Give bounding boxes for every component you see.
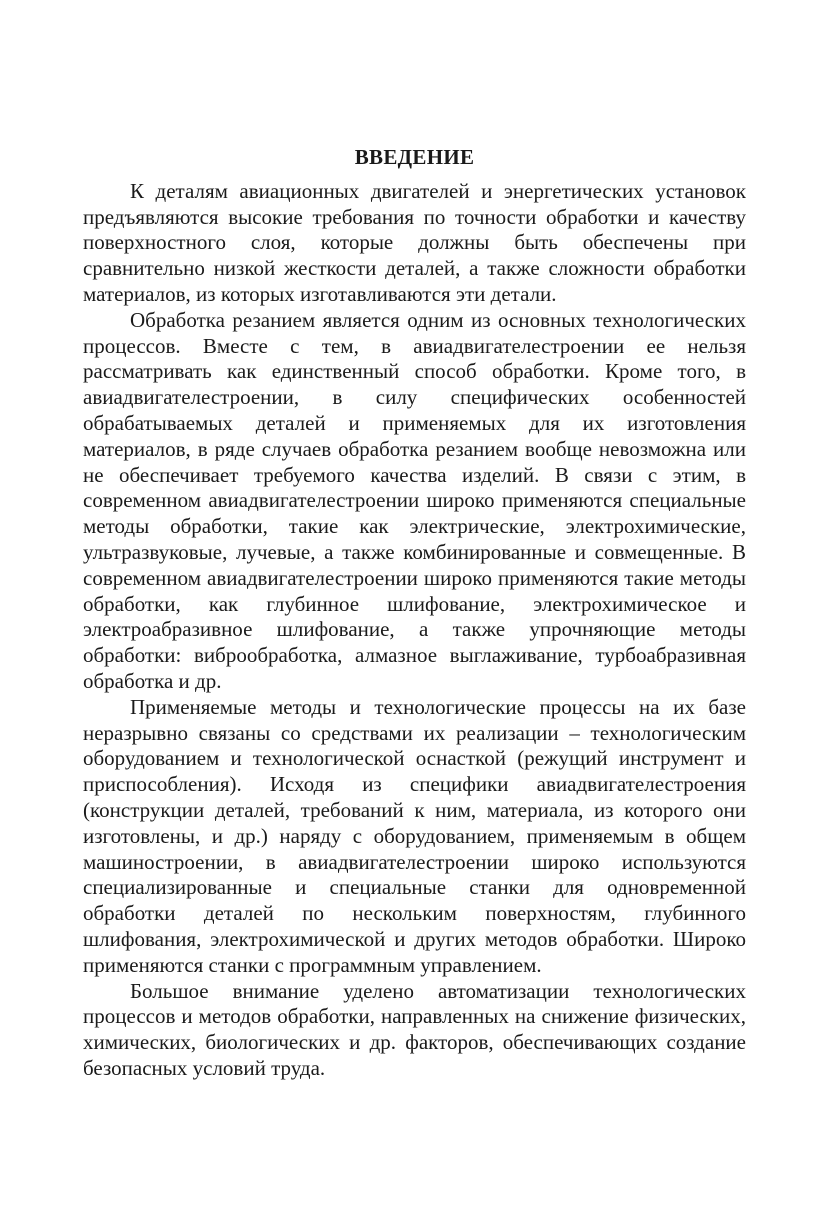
page-title: ВВЕДЕНИЕ (354, 145, 475, 169)
paragraph-4: Большое внимание уделено автоматизации технологических процессов и методов обработки, направленных на снижение физических, химических, биологических и др. факторов, обеспечивающих создание безопасных условий труда. (83, 978, 746, 1080)
paragraph-3: Применяемые методы и технологические процессы на их базе неразрывно связаны со средствами их реализации – технологическим оборудованием и технологической оснасткой (режущий инструмент и приспособления). Исходя из специфики авиадвигателестроения (конструкции деталей, требований к ним, материала, из которого они изготовлены, и др.) наряду с оборудованием, применяемым в общем машиностроении, в авиадвигателестроении широко используются специализированные и специальные станки для одновременной обработки деталей по нескольким поверхностям, глубинного шлифования, электрохимической и других методов обработки. Широко применяются станки с программным управлением. (83, 694, 746, 977)
page-content (83, 145, 746, 1082)
paragraph-1: К деталям авиационных двигателей и энергетических установок предъявляются высокие требования по точности обработки и качеству поверхностного слоя, которые должны быть обеспечены при сравнительно низкой жесткости деталей, а также сложности обработки материалов, из которых изготавливаются эти детали. (83, 178, 746, 306)
paragraph-2: Обработка резанием является одним из основных технологических процессов. Вместе с тем, в авиадвигателестроении ее нельзя рассматривать как единственный способ обработки. Кроме того, в авиадвигателестроении, в силу специфических особенностей обрабатываемых деталей и применяемых для их изготовления материалов, в ряде случаев обработка резанием вообще невозможна или не обеспечивает требуемого качества изделий. В связи с этим, в современном авиадвигателестроении широко применяются специальные методы обработки, такие как электрические, электрохимические, ультразвуковые, лучевые, а также комбинированные и совмещенные. В современном авиадвигателестроении широко применяются такие методы обработки, как глубинное шлифование, электрохимическое и электроабразивное шлифование, а также упрочняющие методы обработки: виброобработка, алмазное выглаживание, турбоабразивная обработка и др. (83, 307, 746, 693)
